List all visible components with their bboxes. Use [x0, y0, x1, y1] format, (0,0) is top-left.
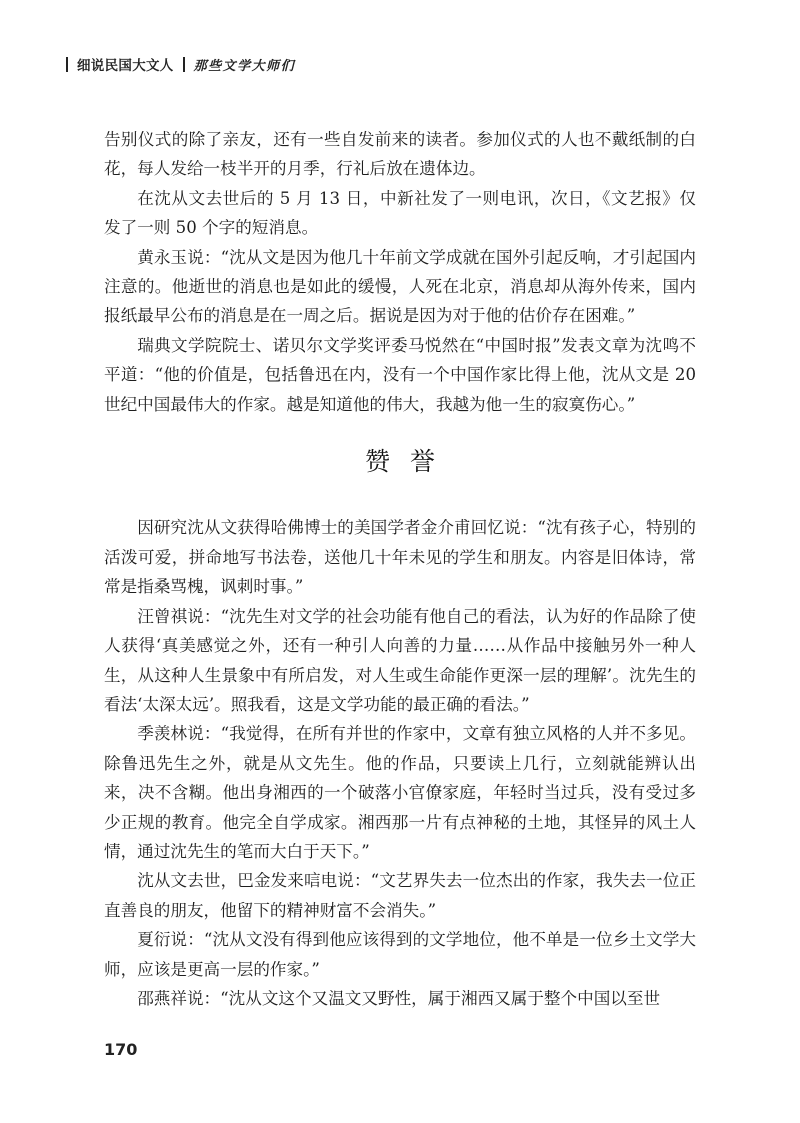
paragraph: 夏衍说：“沈从文没有得到他应该得到的文学地位，他不单是一位乡土文学大师，应该是更高一层的作家。” [104, 930, 696, 979]
paragraph: 汪曾祺说：“沈先生对文学的社会功能有他自己的看法，认为好的作品除了使人获得‘真美感觉之外，还有一种引人向善的力量……从作品中接触另外一种人生，从这种人生景象中有所启发，对人生或生命能作更深一层的理解’。沈先生的看法‘太深太远’。照我看，这是文学功能的最正确的看法。” [104, 606, 696, 714]
header-divider [66, 57, 68, 72]
paragraph: 瑞典文学院院士、诺贝尔文学奖评委马悦然在“中国时报”发表文章为沈鸣不平道：“他的价值是，包括鲁迅在内，没有一个中国作家比得上他，沈从文是 20 世纪中国最伟大的作家。越是知道他的伟大，我越为他一生的寂寞伤心。” [104, 335, 696, 414]
header-divider [183, 57, 185, 72]
paragraph: 黄永玉说：“沈从文是因为他几十年前文学成就在国外引起反响，才引起国内注意的。他逝世的消息也是如此的缓慢，人死在北京，消息却从海外传来，国内报纸最早公布的消息是在一周之后。据说是因为对于他的估价存在困难。” [104, 247, 696, 326]
paragraph: 告别仪式的除了亲友，还有一些自发前来的读者。参加仪式的人也不戴纸制的白花，每人发给一枝半开的月季，行礼后放在遗体边。 [104, 130, 696, 179]
section-title: 赞誉 [364, 447, 455, 477]
paragraph: 沈从文去世，巴金发来唁电说：“文艺界失去一位杰出的作家，我失去一位正直善良的朋友，他留下的精神财富不会消失。” [104, 871, 696, 920]
page-number: 170 [104, 1040, 138, 1059]
paragraph: 季羡林说：“我觉得，在所有并世的作家中，文章有独立风格的人并不多见。除鲁迅先生之外，就是从文先生。他的作品，只要读上几行，立刻就能辨认出来，决不含糊。他出身湘西的一个破落小官僚家庭，年轻时当过兵，没有受过多少正规的教育。他完全自学成家。湘西那一片有点神秘的土地，其怪异的风土人情，通过沈先生的笔而大白于天下。” [104, 724, 696, 861]
paragraph: 因研究沈从文获得哈佛博士的美国学者金介甫回忆说：“沈有孩子心，特别的活泼可爱，拼命地写书法卷，送他几十年未见的学生和朋友。内容是旧体诗，常常是指桑骂槐，讽刺时事。” [104, 518, 696, 597]
running-header [66, 52, 295, 76]
body-text [104, 125, 696, 1013]
paragraph: 在沈从文去世后的 5 月 13 日，中新社发了一则电讯，次日，《文艺报》仅发了一则 50 个字的短消息。 [104, 188, 696, 238]
volume-title: 那些文学大师们 [193, 58, 296, 74]
paragraph: 邵燕祥说：“沈从文这个又温文又野性，属于湘西又属于整个中国以至世 [137, 988, 661, 1008]
series-title: 细说民国大文人 [77, 58, 174, 74]
